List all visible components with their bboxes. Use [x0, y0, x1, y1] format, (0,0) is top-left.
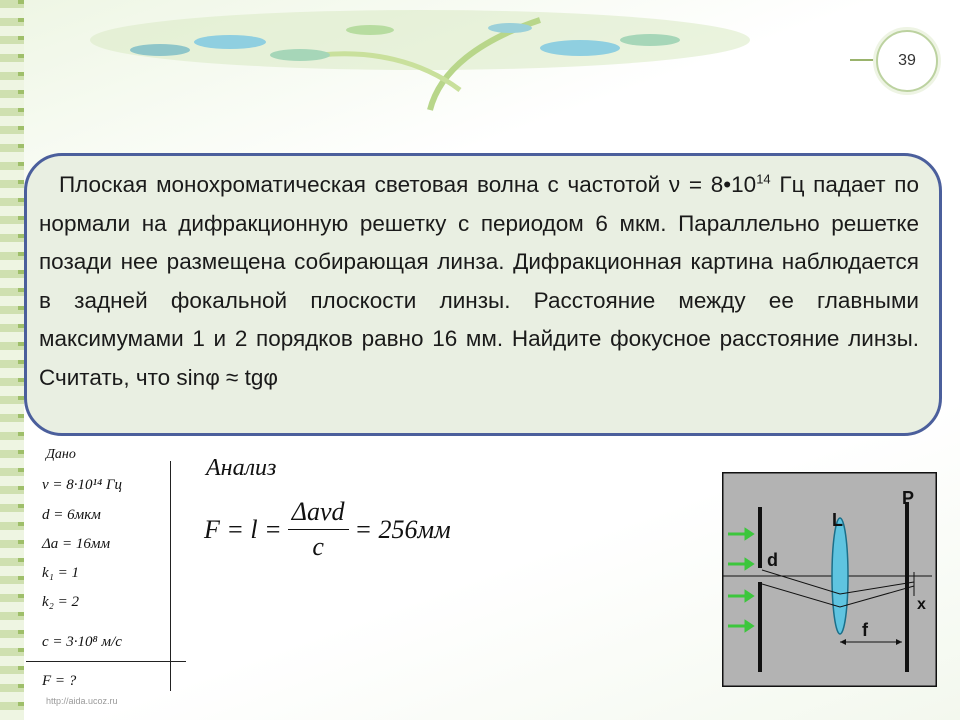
formula-fraction: [288, 497, 349, 562]
label-d: d: [767, 550, 778, 570]
decorative-header-graphic: [40, 0, 800, 130]
page-number: 39: [898, 52, 916, 69]
focal-length-formula: [204, 497, 451, 562]
problem-text-part-2: Гц падает по нормали на дифракционную решетку с периодом 6 мкм. Параллельно решетке позади нее размещена собирающая линза. Дифракционная картина наблюдается в задней фокальной плоскости линзы. Расстояние между ее главными максимумами 1 и 2 порядков равно 16 мм. Найдите фокусное расстояние линзы. Считать, что sinφ ≈ tgφ: [39, 172, 920, 390]
formula-result: = 256мм: [354, 514, 451, 544]
given-k1: k₁ = 1: [42, 565, 79, 581]
decorative-border-left: [0, 0, 24, 720]
diffraction-diagram: [722, 472, 937, 687]
given-distance: Δa = 16мм: [42, 536, 111, 552]
problem-statement-box: [24, 153, 942, 436]
given-period: d = 6мкм: [42, 507, 101, 523]
find-value: F = ?: [42, 673, 77, 689]
label-lens: L: [832, 510, 843, 530]
label-x: x: [917, 596, 926, 613]
problem-text: [39, 166, 919, 397]
watermark: http://aida.ucoz.ru: [46, 696, 118, 706]
given-k2: k₂ = 2: [42, 594, 79, 610]
given-divider-horizontal: [26, 661, 186, 662]
given-title: Дано: [46, 447, 76, 462]
given-frequency: ν = 8·10¹⁴ Гц: [42, 477, 123, 493]
page-number-badge: [876, 30, 938, 92]
given-speed-of-light: c = 3·10⁸ м/с: [42, 634, 122, 650]
analysis-title: Анализ: [206, 455, 277, 481]
formula-numerator: Δaνd: [288, 497, 349, 530]
label-screen: P: [902, 488, 915, 508]
formula-denominator: c: [312, 532, 324, 561]
formula-lhs: F = l =: [204, 514, 282, 544]
problem-text-part-1: Плоская монохроматическая световая волна с частотой ν = 8•10: [59, 172, 757, 197]
label-focal: f: [862, 620, 868, 640]
given-divider-vertical: [170, 461, 171, 691]
frequency-exponent: 14: [756, 171, 771, 187]
